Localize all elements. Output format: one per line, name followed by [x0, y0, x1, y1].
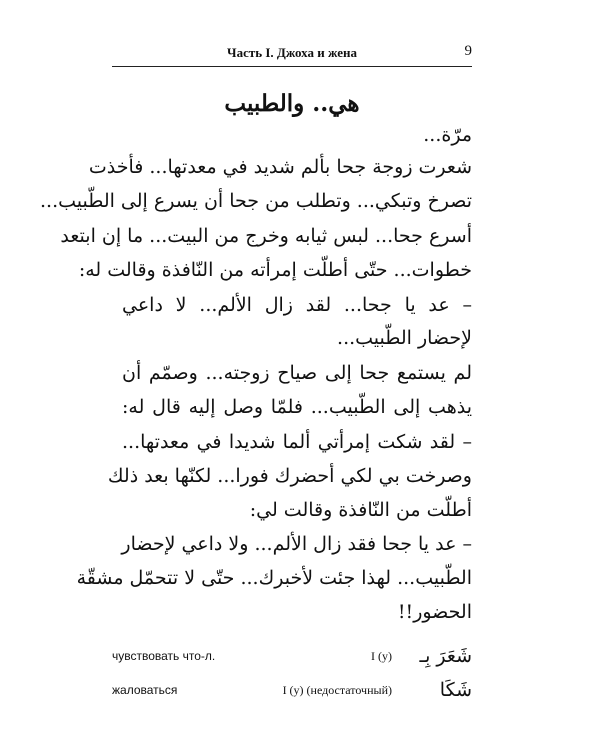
- glossary-entry: [112, 679, 472, 701]
- gloss-grammar: I (у): [371, 649, 392, 663]
- gloss-translation: чувствовать что-л.: [112, 649, 216, 663]
- text-line: مرّة...: [423, 124, 472, 146]
- gloss-grammar: I (у) (недостаточный): [282, 683, 392, 697]
- text-line: وصرخت بي لكي أحضرك فورا... لكنّها بعد ذلك: [107, 465, 472, 487]
- text-line: – لقد شكت إمرأتي ألما شديدا في معدتها...: [122, 431, 472, 453]
- text-line: الطّبيب... لهذا جئت لأخبرك... حتّى لا تتحمّل مشقّة: [76, 567, 472, 589]
- text-line: تصرخ وتبكي... وتطلب من جحا أن يسرع إلى الطّبيب...: [40, 190, 472, 212]
- text-line: خطوات... حتّى أطلّت إمرأته من النّافذة وقالت له:: [78, 259, 472, 281]
- story-title: هي.. والطبيب: [224, 90, 360, 117]
- glossary-entry: [112, 645, 472, 667]
- chapter-title: Часть I. Джоха и жена: [227, 45, 357, 60]
- text-line: أسرع جحا... لبس ثيابه وخرج من البيت... ما إن ابتعد: [60, 225, 472, 247]
- text-line: لإحضار الطّبيب...: [337, 327, 472, 349]
- text-line: الحضور!!: [397, 601, 472, 623]
- gloss-word: شَعَرَ بِـ: [419, 645, 472, 667]
- text-line: أطلّت من النّافذة وقالت لي:: [249, 499, 472, 521]
- page-number: 9: [464, 43, 472, 59]
- text-line: لم يستمع جحا إلى صياح زوجته... وصمّم أن: [122, 362, 472, 384]
- running-header: [112, 40, 472, 67]
- text-line: – عد يا جحا... لقد زال الألم... لا داعي: [122, 294, 472, 316]
- text-line: يذهب إلى الطّبيب... فلمّا وصل إليه قال له:: [122, 396, 472, 418]
- text-line: شعرت زوجة جحا بألم شديد في معدتها... فأخذت: [88, 156, 472, 178]
- gloss-translation: жаловаться: [112, 683, 178, 697]
- gloss-word: شَكَا: [439, 679, 472, 701]
- text-line: – عد يا جحا فقد زال الألم... ولا داعي لإحضار: [121, 533, 472, 555]
